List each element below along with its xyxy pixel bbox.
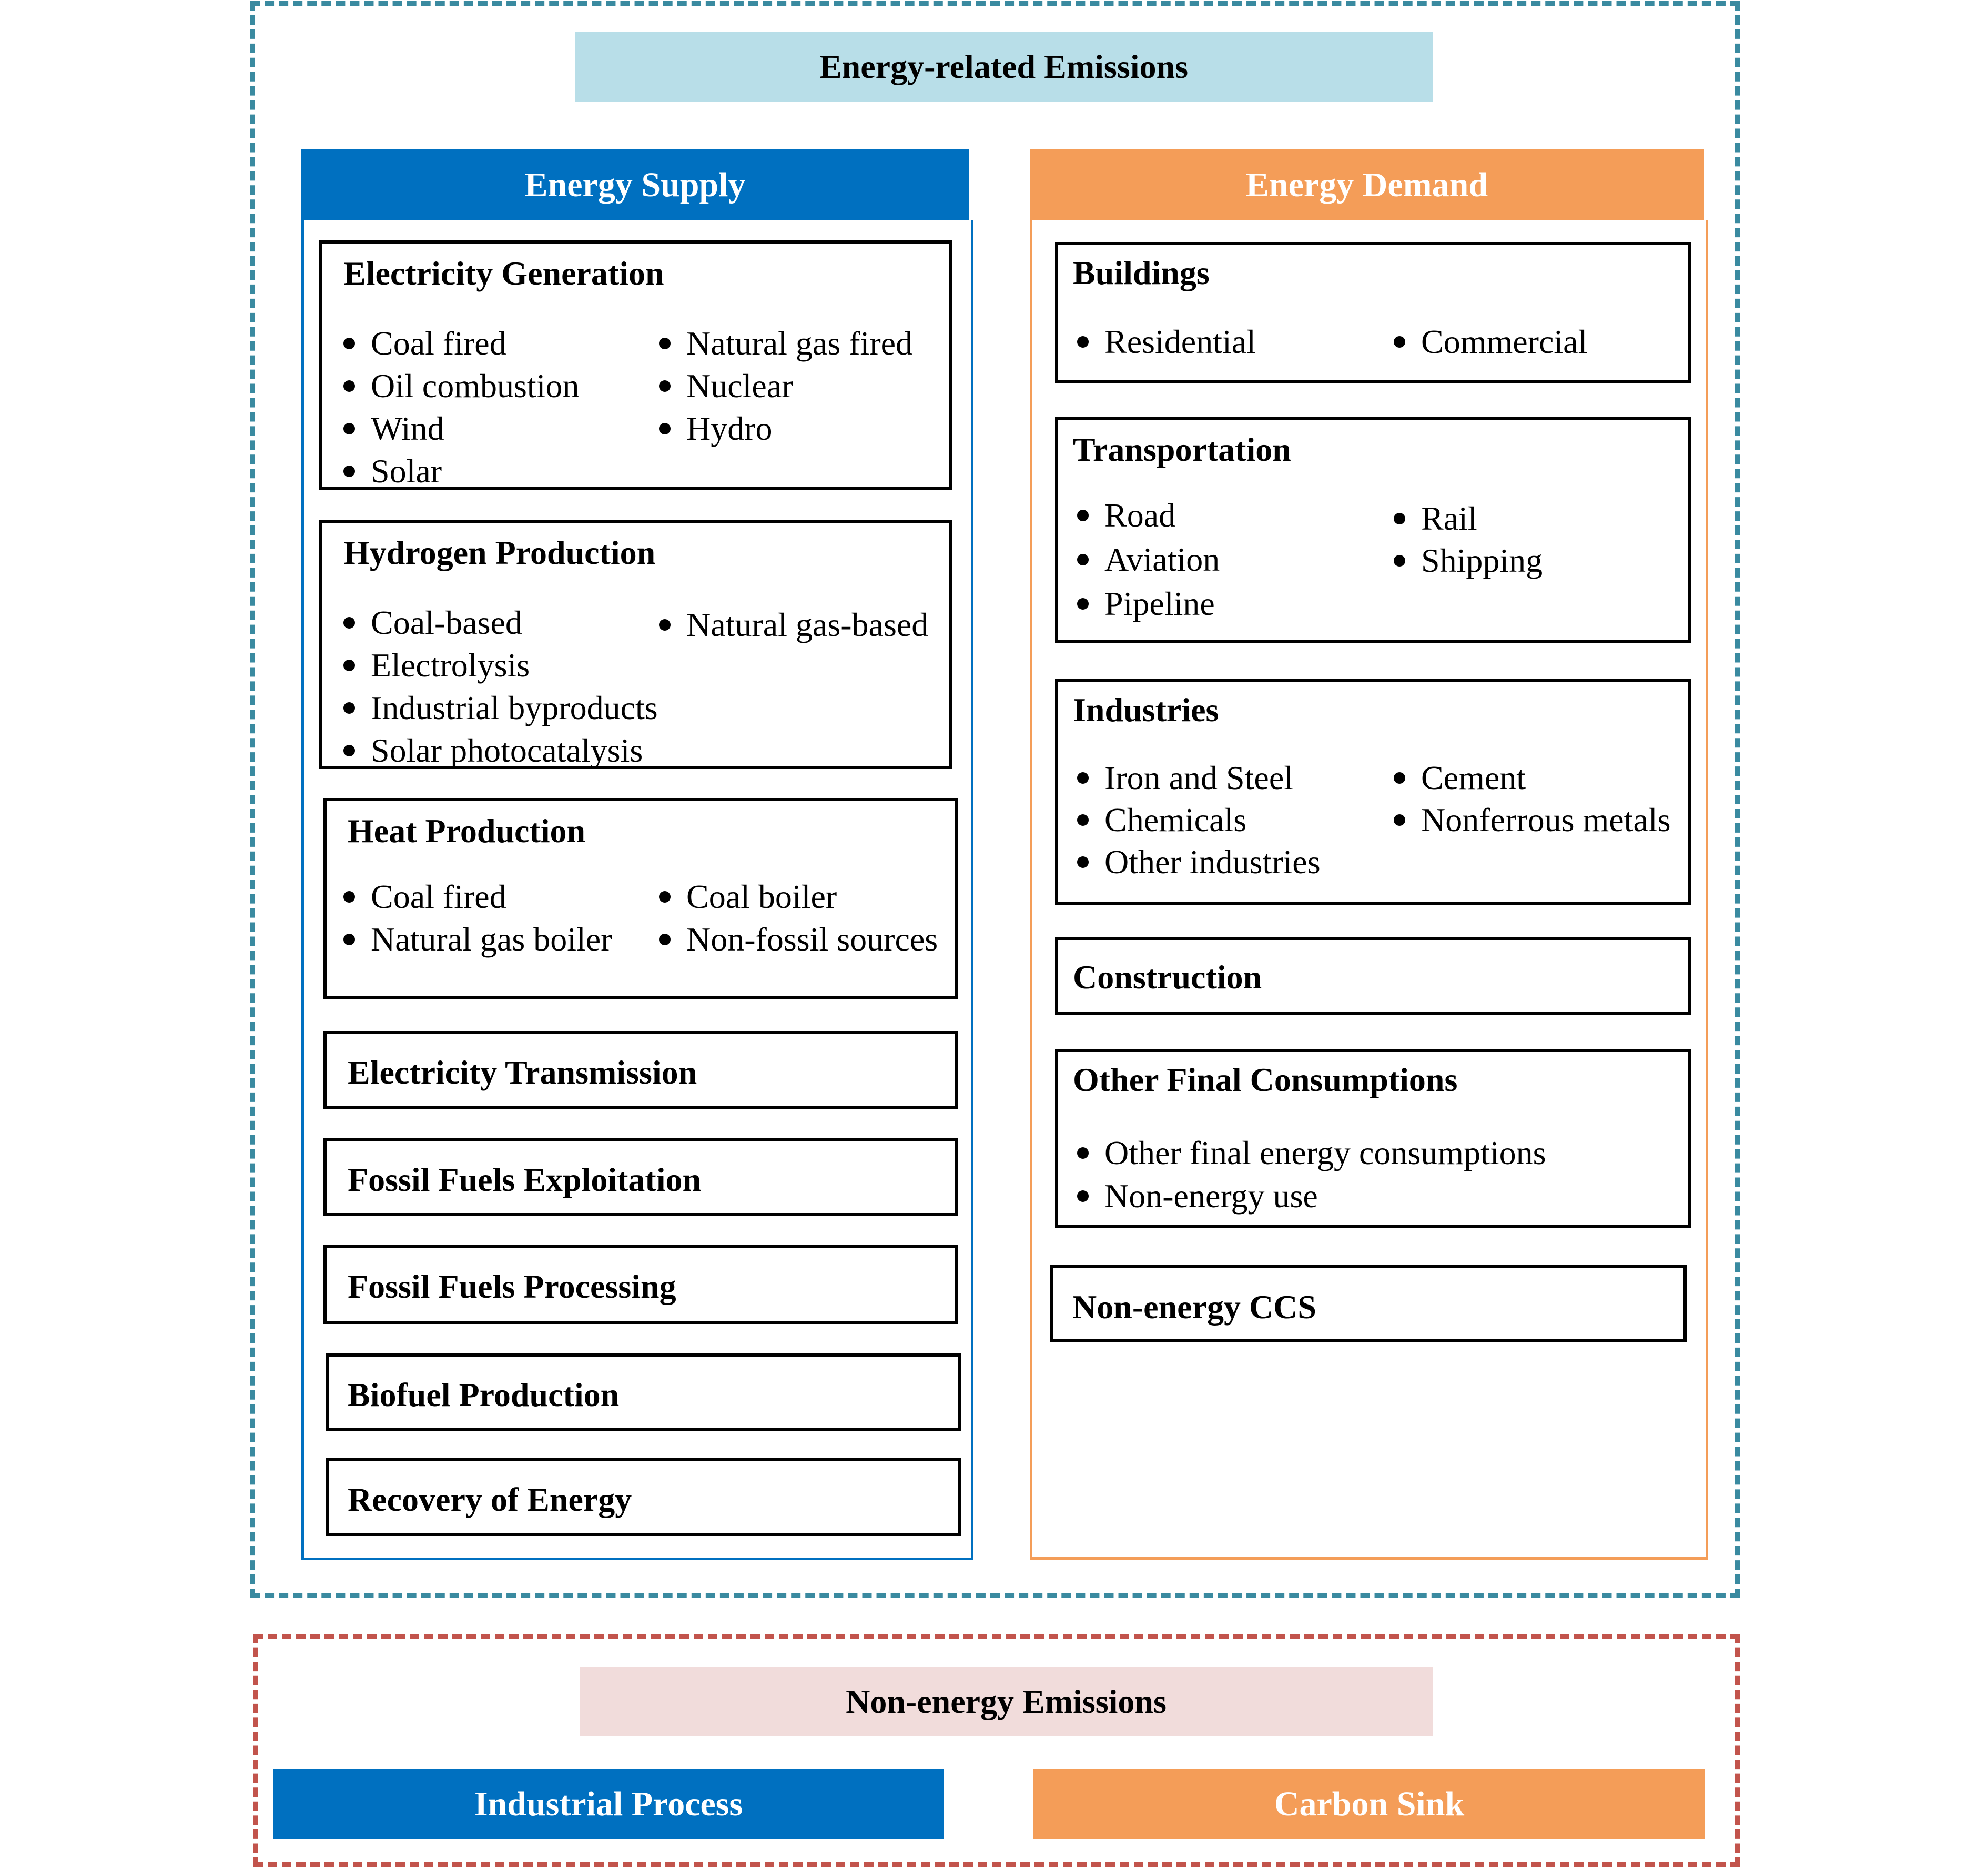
box-fossil-fuels-exploitation (323, 1138, 958, 1216)
box-construction (1055, 937, 1691, 1015)
list-item: Chemicals (1077, 803, 1246, 837)
non-energy-title: Non-energy Emissions (846, 1682, 1167, 1720)
box-title: Heat Production (348, 812, 586, 850)
bullet-icon (343, 617, 355, 629)
box-recovery-of-energy (326, 1458, 961, 1536)
bullet-icon (659, 891, 671, 903)
list-item: Electrolysis (343, 649, 530, 682)
bullet-icon (1077, 598, 1089, 610)
list-item: Non-energy use (1077, 1179, 1318, 1213)
box-electricity-generation (319, 240, 952, 490)
box-title: Electricity Transmission (348, 1054, 697, 1091)
bullet-icon (343, 466, 355, 477)
industrial-process-label: Industrial Process (474, 1785, 743, 1823)
bullet-icon (659, 934, 671, 945)
list-item: Solar (343, 454, 442, 488)
energy-supply-header (301, 149, 969, 221)
bullet-icon (1394, 513, 1405, 524)
list-item: Natural gas fired (659, 327, 912, 360)
bullet-icon (1394, 814, 1405, 826)
list-item: Rail (1394, 502, 1477, 535)
bullet-icon (1394, 336, 1405, 348)
non-energy-banner (580, 1667, 1433, 1736)
box-title: Fossil Fuels Exploitation (348, 1161, 702, 1198)
box-other-final-consumptions (1055, 1049, 1691, 1228)
box-title: Biofuel Production (348, 1376, 620, 1413)
list-item: Coal-based (343, 606, 522, 640)
box-electricity-transmission (323, 1031, 958, 1109)
bullet-icon (1077, 856, 1089, 868)
list-item: Industrial byproducts (343, 691, 658, 725)
bullet-icon (343, 423, 355, 434)
box-title: Non-energy CCS (1072, 1288, 1316, 1326)
list-item: Road (1077, 499, 1175, 532)
box-industries (1055, 679, 1691, 905)
bullet-icon (1077, 1147, 1089, 1159)
bullet-icon (343, 934, 355, 945)
bullet-icon (1077, 772, 1089, 784)
list-item: Other final energy consumptions (1077, 1136, 1546, 1170)
industrial-process-block (273, 1769, 944, 1839)
bullet-icon (659, 338, 671, 349)
list-item: Aviation (1077, 543, 1220, 577)
box-buildings (1055, 242, 1691, 383)
box-title: Industries (1073, 691, 1219, 729)
bullet-icon (1394, 555, 1405, 567)
bullet-icon (343, 745, 355, 756)
bullet-icon (343, 891, 355, 903)
box-biofuel-production (326, 1353, 961, 1431)
list-item: Non-fossil sources (659, 923, 938, 956)
list-item: Residential (1077, 325, 1256, 359)
list-item: Coal fired (343, 880, 506, 914)
energy-related-banner (575, 32, 1433, 102)
list-item: Cement (1394, 761, 1526, 795)
bullet-icon (659, 619, 671, 631)
bullet-icon (1077, 336, 1089, 348)
bullet-icon (659, 423, 671, 434)
list-item: Hydro (659, 412, 773, 446)
list-item: Nonferrous metals (1394, 803, 1671, 837)
list-item: Iron and Steel (1077, 761, 1293, 795)
list-item: Shipping (1394, 544, 1543, 578)
list-item: Natural gas-based (659, 608, 928, 642)
box-title: Transportation (1073, 431, 1291, 468)
list-item: Pipeline (1077, 587, 1215, 621)
list-item: Coal boiler (659, 880, 837, 914)
box-title: Hydrogen Production (343, 534, 656, 571)
carbon-sink-label: Carbon Sink (1274, 1785, 1465, 1823)
energy-related-title: Energy-related Emissions (819, 47, 1189, 85)
list-item: Commercial (1394, 325, 1587, 359)
box-hydrogen-production (319, 520, 952, 769)
list-item: Oil combustion (343, 369, 579, 403)
box-title: Other Final Consumptions (1073, 1061, 1458, 1098)
bullet-icon (1077, 1190, 1089, 1202)
box-transportation (1055, 417, 1691, 643)
bullet-icon (343, 380, 355, 392)
bullet-icon (343, 702, 355, 714)
list-item: Wind (343, 412, 444, 446)
box-title: Buildings (1073, 254, 1210, 291)
bullet-icon (343, 660, 355, 671)
box-title: Fossil Fuels Processing (348, 1268, 676, 1305)
box-fossil-fuels-processing (323, 1245, 958, 1324)
bullet-icon (1077, 554, 1089, 565)
bullet-icon (659, 380, 671, 392)
list-item: Other industries (1077, 845, 1321, 879)
carbon-sink-block (1033, 1769, 1705, 1839)
box-non-energy-ccs (1050, 1265, 1687, 1342)
list-item: Natural gas boiler (343, 923, 612, 956)
list-item: Coal fired (343, 327, 506, 360)
bullet-icon (1394, 772, 1405, 784)
box-title: Electricity Generation (343, 255, 664, 292)
box-title: Construction (1073, 958, 1262, 996)
box-heat-production (323, 798, 958, 999)
box-title: Recovery of Energy (348, 1481, 632, 1518)
bullet-icon (1077, 510, 1089, 521)
energy-demand-title: Energy Demand (1245, 165, 1488, 204)
list-item: Solar photocatalysis (343, 734, 643, 767)
energy-demand-header (1030, 149, 1704, 221)
bullet-icon (1077, 814, 1089, 826)
bullet-icon (343, 338, 355, 349)
energy-supply-title: Energy Supply (524, 165, 746, 204)
list-item: Nuclear (659, 369, 793, 403)
